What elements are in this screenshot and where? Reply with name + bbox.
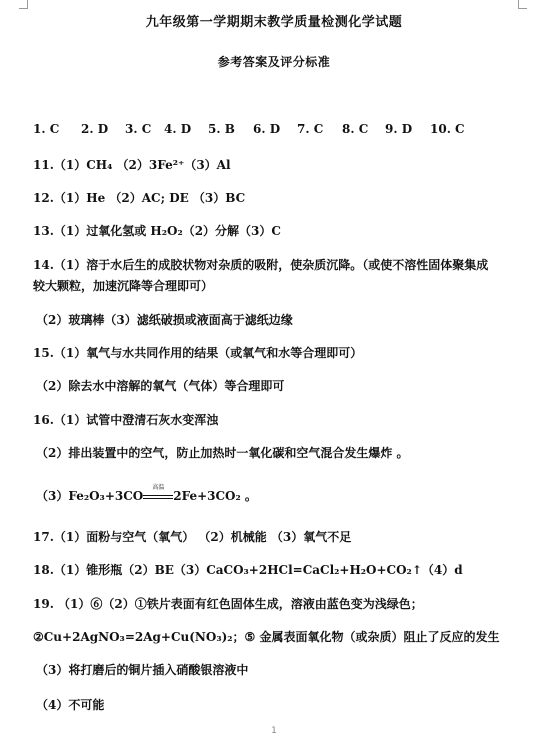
reaction-condition-label: 高温 xyxy=(152,484,165,491)
answer-q14-part2: （2）玻璃棒（3）滤纸破损或液面高于滤纸边缘 xyxy=(36,313,293,327)
answer-q18: 18.（1）锥形瓶（2）BE（3）CaCO₃+2HCl=CaCl₂+H₂O+CO₂↑（4）d xyxy=(33,563,463,577)
answer-q19-part3: （3）将打磨后的铜片插入硝酸银溶液中 xyxy=(36,663,249,677)
crop-mark-right xyxy=(518,0,527,9)
answer-q11: 11.（1）CH₄ （2）3Fe²⁺（3）Al xyxy=(33,158,231,172)
equals-sign xyxy=(143,495,173,499)
answer-q15-part1: 15.（1）氧气与水共同作用的结果（或氧气和水等合理即可） xyxy=(33,346,363,360)
mcq-answer: 8. C xyxy=(342,122,369,136)
answer-q16-part3 xyxy=(36,484,257,504)
document-subtitle: 参考答案及评分标准 xyxy=(217,55,331,69)
reaction-condition xyxy=(143,484,173,503)
answer-q19-part4: （4）不可能 xyxy=(36,698,105,712)
answer-q14-part1-cont: 较大颗粒，加速沉降等合理即可） xyxy=(33,279,214,293)
answer-q19-part1: 19. （1）⑥（2）①铁片表面有红色固体生成，溶液由蓝色变为浅绿色； xyxy=(33,597,423,611)
mcq-answer: 10. C xyxy=(430,122,465,136)
mcq-answer: 9. D xyxy=(385,122,413,136)
answer-q15-part2: （2）除去水中溶解的氧气（气体）等合理即可 xyxy=(36,379,285,393)
mcq-answer: 7. C xyxy=(297,122,324,136)
mcq-answer: 5. B xyxy=(208,122,235,136)
equation-products: 2Fe+3CO₂ 。 xyxy=(173,489,257,503)
mcq-answer: 1. C xyxy=(33,122,60,136)
document-title: 九年级第一学期期末教学质量检测化学试题 xyxy=(145,15,403,30)
answer-q12: 12.（1）He （2）AC; DE （3）BC xyxy=(33,191,246,205)
mcq-answer: 6. D xyxy=(253,122,281,136)
answer-q16-part2: （2）排出装置中的空气，防止加热时一氧化碳和空气混合发生爆炸 。 xyxy=(36,446,409,460)
answer-q14-part1: 14.（1）溶于水后生的成胶状物对杂质的吸附，使杂质沉降。（或使不溶性固体聚集成 xyxy=(33,258,489,272)
page-number: 1 xyxy=(271,726,277,736)
crop-mark-left xyxy=(19,0,28,9)
answer-q17: 17.（1）面粉与空气（氧气） （2）机械能 （3）氧气不足 xyxy=(33,530,352,544)
mcq-answer: 2. D xyxy=(81,122,109,136)
answer-q19-part1-cont: ②Cu+2AgNO₃=2Ag+Cu(NO₃)₂；⑤ 金属表面氧化物（或杂质）阻止了反应的发生 xyxy=(33,630,500,644)
answer-q13: 13.（1）过氧化氢或 H₂O₂（2）分解（3）C xyxy=(33,224,281,238)
mcq-answer: 4. D xyxy=(164,122,192,136)
answer-q16-part1: 16.（1）试管中澄清石灰水变浑浊 xyxy=(33,413,219,427)
equation-reactants: （3）Fe₂O₃+3CO xyxy=(36,489,144,503)
mcq-answer: 3. C xyxy=(125,122,152,136)
